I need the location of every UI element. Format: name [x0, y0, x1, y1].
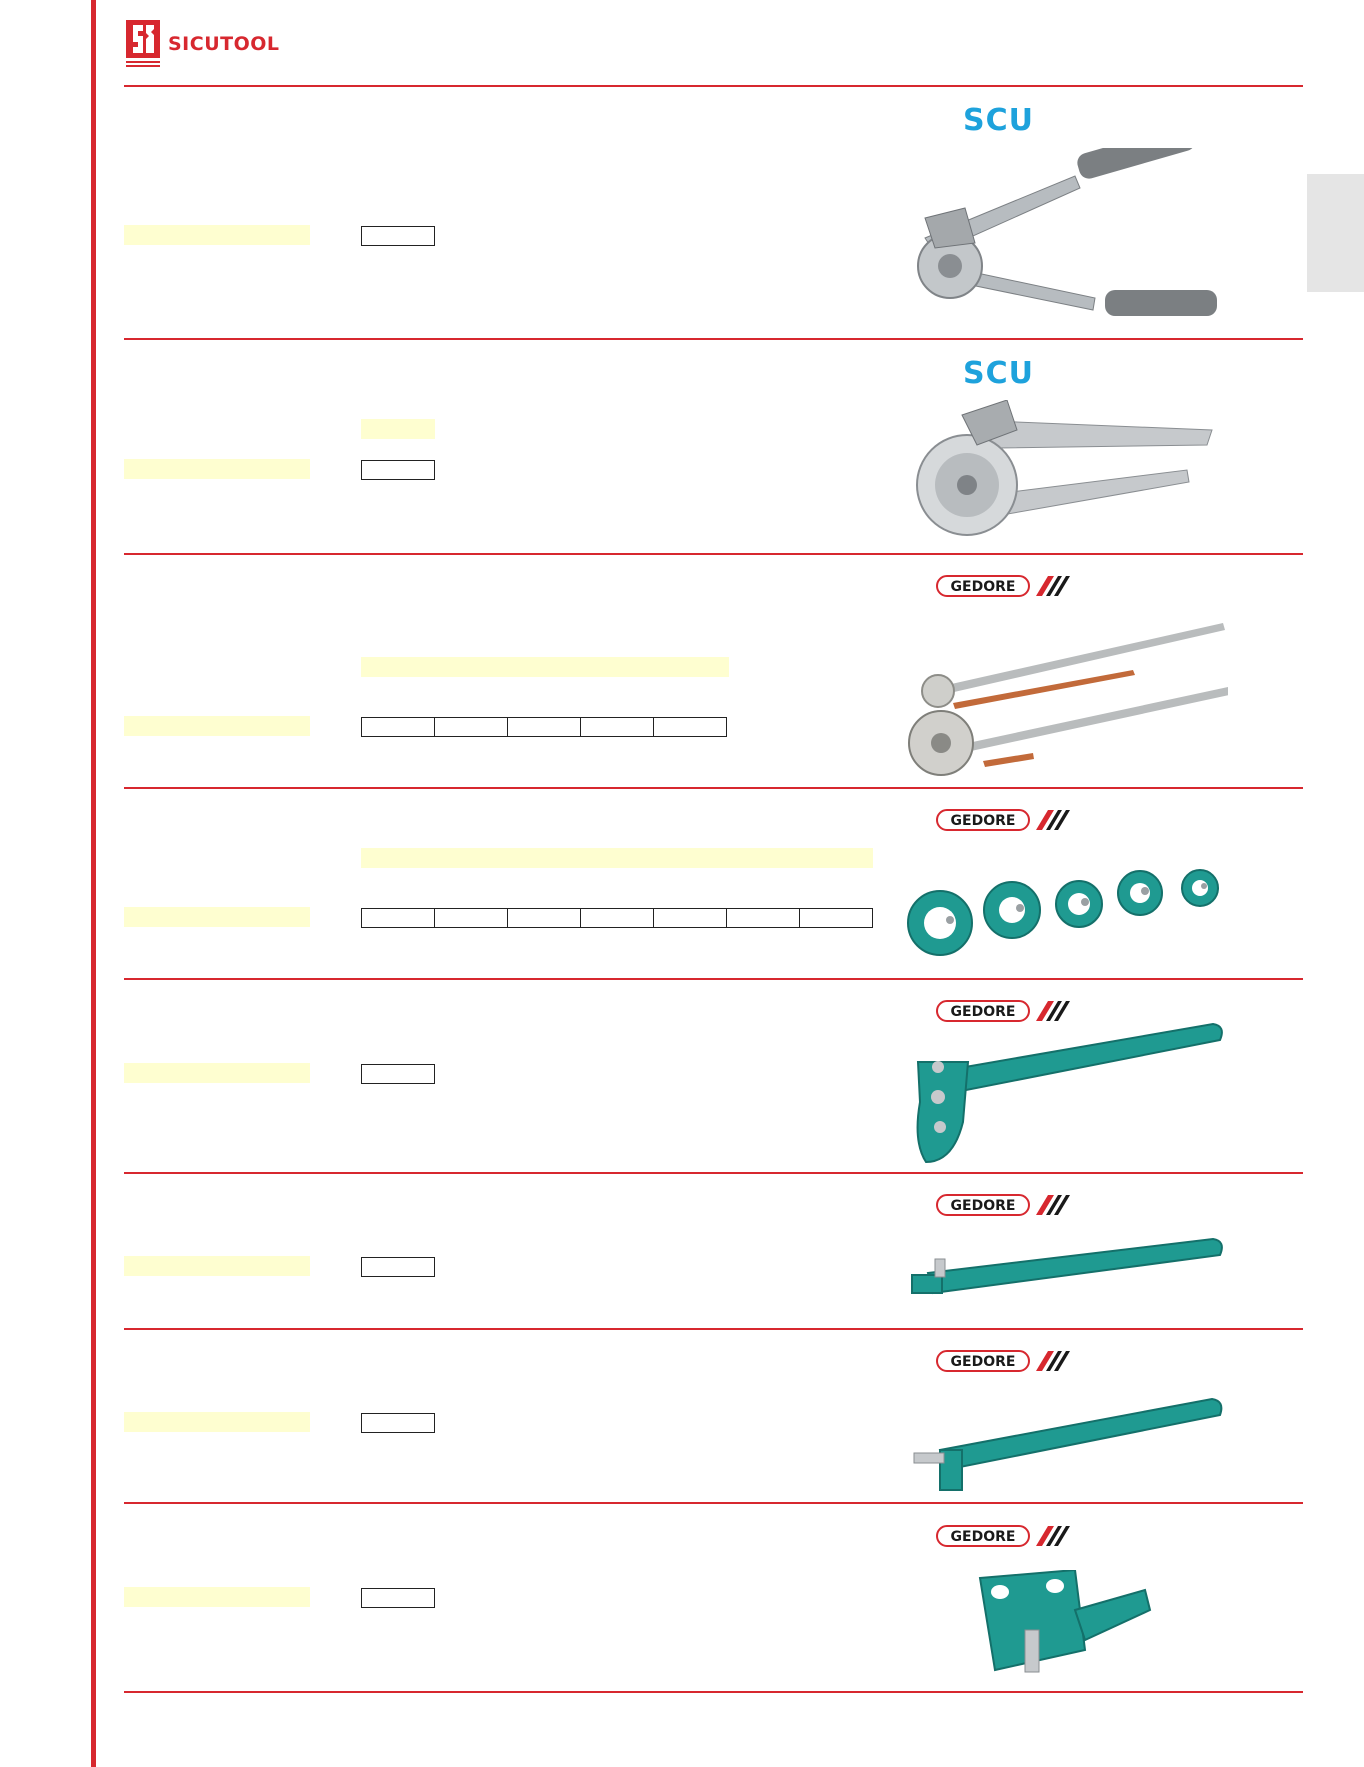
section-divider [124, 1691, 1303, 1693]
table-cell [580, 717, 653, 737]
table-cell [726, 908, 799, 928]
table-cell [653, 717, 727, 737]
table-cell [361, 460, 435, 480]
bending-formers-icon [905, 858, 1225, 968]
section-divider [124, 553, 1303, 555]
bending-handle-straight-icon [910, 1395, 1225, 1495]
table-cell [361, 717, 434, 737]
svg-text:GEDORE: GEDORE [950, 579, 1016, 595]
bending-handle-icon [908, 1235, 1226, 1305]
table-cell [361, 1413, 435, 1433]
table-cell [361, 1257, 435, 1277]
article-number-field [124, 1587, 310, 1607]
section-divider [124, 85, 1303, 87]
bending-lever-icon [908, 1022, 1226, 1167]
brand-name: SICUTOOL [168, 33, 280, 55]
section-divider [124, 1502, 1303, 1504]
article-number-field [124, 1256, 310, 1276]
gedore-logo [936, 1193, 1074, 1222]
table-cell [361, 908, 434, 928]
gedore-logo [936, 808, 1074, 837]
size-table [361, 1064, 435, 1084]
article-number-field [124, 1063, 310, 1083]
size-table [361, 460, 435, 480]
sicutool-logo [126, 20, 280, 68]
table-cell [434, 908, 507, 928]
section-divider [124, 978, 1303, 980]
scu-logo: SCU [963, 103, 1034, 138]
table-cell [507, 908, 580, 928]
lever-tube-bender-icon [905, 148, 1225, 333]
type-field [361, 657, 729, 677]
article-number-field [124, 1412, 310, 1432]
side-tab[interactable] [1307, 174, 1364, 292]
table-cell [361, 1588, 435, 1608]
type-field [361, 419, 435, 439]
compact-tube-bender-icon [907, 400, 1227, 545]
table-cell [507, 717, 580, 737]
table-cell [653, 908, 726, 928]
sicutool-emblem-icon [126, 20, 160, 68]
table-cell [361, 226, 435, 246]
article-number-field [124, 225, 310, 245]
article-number-field [124, 459, 310, 479]
size-table [361, 1588, 435, 1608]
gedore-logo [936, 1349, 1074, 1378]
table-cell [361, 1064, 435, 1084]
gedore-logo [936, 574, 1074, 603]
size-table [361, 1257, 435, 1277]
type-field [361, 848, 873, 868]
svg-text:GEDORE: GEDORE [950, 813, 1016, 829]
section-divider [124, 1328, 1303, 1330]
table-cell [580, 908, 653, 928]
size-table [361, 1413, 435, 1433]
left-margin-rule [91, 0, 96, 1767]
scu-logo: SCU [963, 356, 1034, 391]
section-divider [124, 787, 1303, 789]
table-cell [434, 717, 507, 737]
svg-text:GEDORE: GEDORE [950, 1529, 1016, 1545]
gedore-logo [936, 1524, 1074, 1553]
size-table [361, 717, 727, 737]
svg-text:GEDORE: GEDORE [950, 1354, 1016, 1370]
section-divider [124, 1172, 1303, 1174]
svg-text:GEDORE: GEDORE [950, 1198, 1016, 1214]
bench-holder-icon [975, 1570, 1155, 1680]
section-divider [124, 338, 1303, 340]
article-number-field [124, 907, 310, 927]
table-cell [799, 908, 873, 928]
svg-text:GEDORE: GEDORE [950, 1004, 1016, 1020]
copper-tube-bender-set-icon [893, 615, 1228, 780]
article-number-field [124, 716, 310, 736]
size-table [361, 226, 435, 246]
size-table [361, 908, 873, 928]
